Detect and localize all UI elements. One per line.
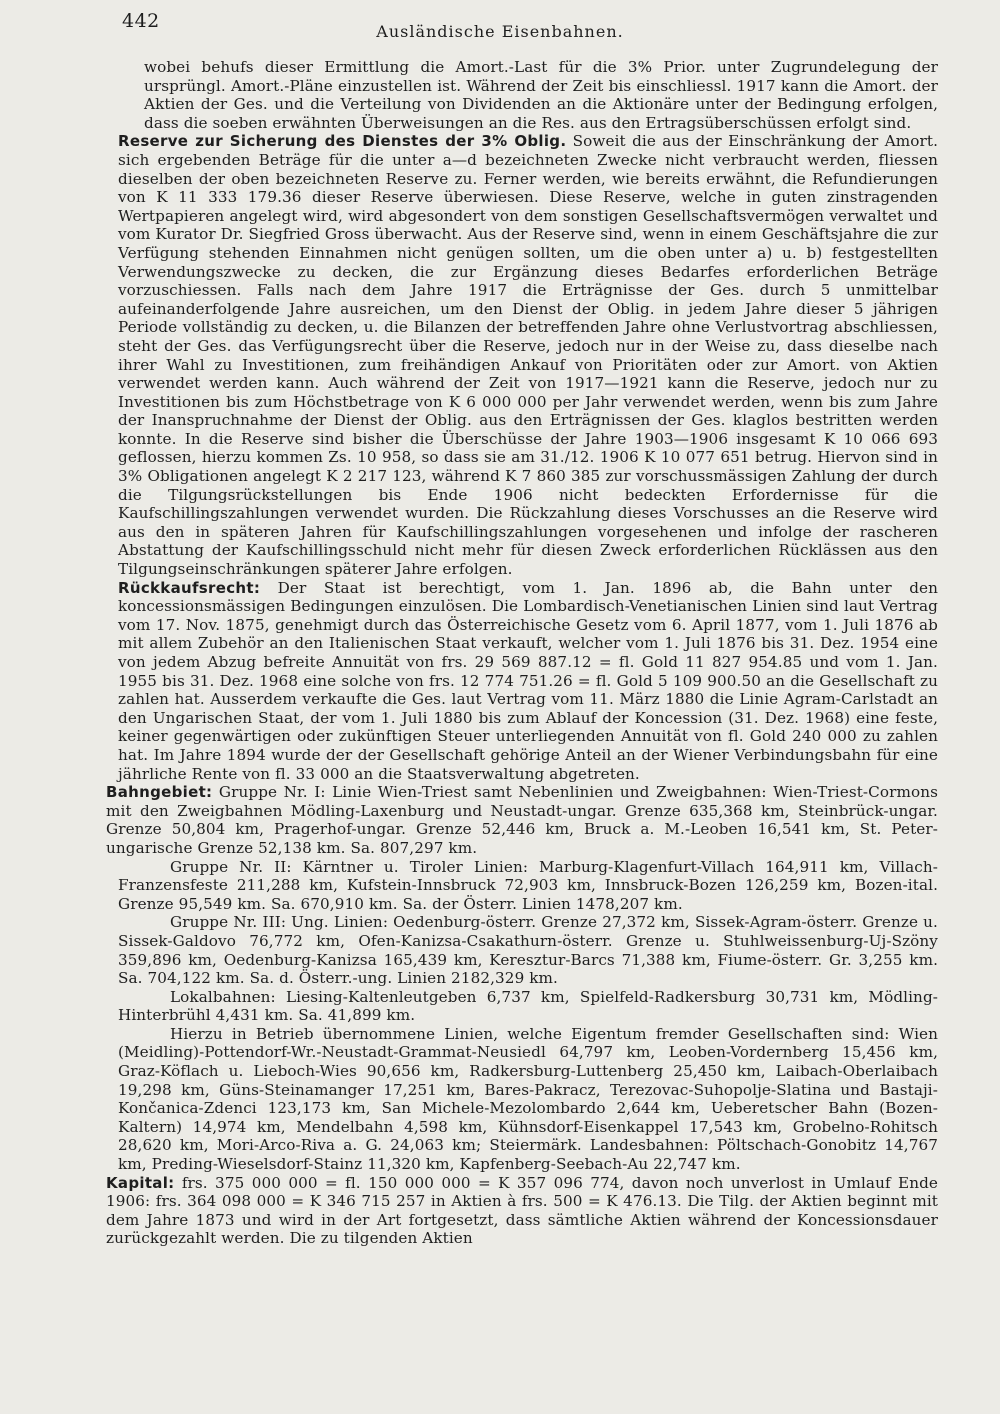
paragraph-fremde-linien: Hierzu in Betrieb übernommene Linien, welche Eigentum fremder Gesellschaften sind: Wien (Meidling)-Pottendorf-Wr.-Neustadt-Grammat-Neusiedl 64,797 km, Leoben-Vordernberg 15,456 km, Graz-Köflach u. Lieboch-Wies 90,656 km, Radkersburg-Luttenberg 25,450 km, Laibach-Oberlaibach 19,298 km, Güns-Steinamanger 17,251 km, Bares-Pakracz, Terezovac-Suhopolje-Slatina und Bastaji-Končanica-Zdenci 123,173 km, San Michele-Mezolombardo 2,644 km, Ueberetscher Bahn (Bozen-Kaltern) 14,974 km, Mendelbahn 4,598 km, Kühnsdorf-Eisenkappel 17,543 km, Grobelno-Rohitsch 28,620 km, Mori-Arco-Riva a. G. 24,063 km; Steiermärk. Landesbahnen: Pöltschach-Gonobitz 14,767 km, Preding-Wieselsdorf-Stainz 11,320 km, Kapfenberg-Seebach-Au 22,747 km.	[118, 1024, 938, 1174]
paragraph-rueckkaufsrecht: Rückkaufsrecht: Der Staat ist berechtigt, vom 1. Jan. 1896 ab, die Bahn unter den koncessionsmässigen Bedingungen einzulösen. Die Lombardisch-Venetianischen Linien sind laut Vertrag vom 17. Nov. 1875, genehmigt durch das Österreichische Gesetz vom 6. April 1877, vom 1. Juli 1876 ab mit allem Zubehör an den Italienischen Staat verkauft, welcher vom 1. Juli 1876 bis 31. Dez. 1954 eine von jedem Abzug befreite Annuität von frs. 29 569 887.12 = fl. Gold 11 827 954.85 und vom 1. Jan. 1955 bis 31. Dez. 1968 eine solche von frs. 12 774 751.26 = fl. Gold 5 109 900.50 an die Gesellschaft zu zahlen hat. Ausserdem verkaufte die Ges. laut Vertrag vom 11. März 1880 die Linie Agram-Carlstadt an den Ungarischen Staat, der vom 1. Juli 1880 bis zum Ablauf der Koncession (31. Dez. 1968) eine feste, keiner gegenwärtigen oder zukünftigen Steuer unterliegenden Annuität von fl. Gold 240 000 zu zahlen hat. Im Jahre 1894 wurde der der Gesellschaft gehörige Anteil an der Wiener Verbindungsbahn für eine jährliche Rente von fl. 33 000 an die Staatsverwaltung abgetreten.	[118, 578, 938, 783]
running-head: Ausländische Eisenbahnen.	[376, 22, 624, 41]
paragraph-gruppe-3: Gruppe Nr. III: Ung. Linien: Oedenburg-österr. Grenze 27,372 km, Sissek-Agram-österr. Grenze u. Sissek-Galdovo 76,772 km, Ofen-Kanizsa-Csakathurn-österr. Grenze u. Stuhlweissenburg-Uj-Szöny 359,896 km, Oedenburg-Kanizsa 165,439 km, Keresztur-Barcs 71,388 km, Fiume-österr. Gr. 3,255 km. Sa. 704,122 km. Sa. d. Österr.-ung. Linien 2182,329 km.	[118, 913, 938, 988]
section-heading-kapital: Kapital:	[106, 1173, 175, 1192]
paragraph-bahngebiet: Bahngebiet: Gruppe Nr. I: Linie Wien-Triest samt Nebenlinien und Zweigbahnen: Wien-Triest-Cormons mit den Zweigbahnen Mödling-Laxenburg und Neustadt-ungar. Grenze 635,368 km, Steinbrück-ungar. Grenze 50,804 km, Pragerhof-ungar. Grenze 52,446 km, Bruck a. M.-Leoben 16,541 km, St. Peter-ungarische Grenze 52,138 km. Sa. 807,297 km.	[106, 783, 938, 857]
article-body	[106, 58, 938, 1248]
section-heading-bahngebiet: Bahngebiet:	[106, 783, 213, 802]
page-number: 442	[122, 10, 160, 32]
section-heading-rueckkaufsrecht: Rückkaufsrecht:	[118, 578, 261, 597]
paragraph-reserve: Reserve zur Sicherung des Dienstes der 3% Oblig. Soweit die aus der Einschränkung der Amort. sich ergebenden Beträge für die unter a—d bezeichneten Zwecke nicht verbraucht werden, fliessen dieselben der oben bezeichneten Reserve zu. Ferner werden, wie bereits erwähnt, die Refundierungen von K 11 333 179.36 dieser Reserve überwiesen. Diese Reserve, welche in guten zinstragenden Wertpapieren angelegt wird, wird abgesondert von dem sonstigen Gesellschaftsvermögen verwaltet und vom Kurator Dr. Siegfried Gross überwacht. Aus der Reserve sind, wenn in einem Geschäftsjahre die zur Verfügung stehenden Einnahmen nicht genügen sollten, um die oben unter a) u. b) festgestellten Verwendungszwecke zu decken, die zur Ergänzung dieses Bedarfes erforderlichen Beträge vorzuschiessen. Falls nach dem Jahre 1917 die Erträgnisse der Ges. durch 5 unmittelbar aufeinanderfolgende Jahre ausreichen, um den Dienst der Oblig. in jedem Jahre dieser 5 jährigen Periode vollständig zu decken, u. die Bilanzen der betreffenden Jahre ohne Verlustvortrag abschliessen, steht der Ges. das Verfügungsrecht über die Reserve, jedoch nur in der Weise zu, dass dieselbe nach ihrer Wahl zu Investitionen, zum freihändigen Ankauf von Prioritäten oder zur Amort. von Aktien verwendet werden kann. Auch während der Zeit von 1917—1921 kann die Reserve, jedoch nur zu Investitionen bis zum Höchstbetrage von K 6 000 000 per Jahr verwendet werden, wenn bis zum Jahre der Inanspruchnahme der Dienst der Oblig. aus den Erträgnissen der Ges. klaglos bestritten werden konnte. In die Reserve sind bisher die Überschüsse der Jahre 1903—1906 insgesamt K 10 066 693 geflossen, hierzu kommen Zs. 10 958, so dass sie am 31./12. 1906 K 10 077 651 betrug. Hiervon sind in 3% Obligationen angelegt K 2 217 123, während K 7 860 385 zur vorschussmässigen Zahlung der durch die Tilgungsrückstellungen bis Ende 1906 nicht bedeckten Erfordernisse für die Kaufschillingszahlungen verwendet wurden. Die Rückzahlung dieses Vorschusses an die Reserve wird aus den in späteren Jahren für Kaufschillingszahlungen vorgesehenen und infolge der rascheren Abstattung der Kaufschillingsschuld nicht mehr für diesen Zweck erforderlichen Rücklässen aus den Tilgungseinschränkungen späterer Jahre erfolgen.	[118, 132, 938, 579]
paragraph-amortization: wobei behufs dieser Ermittlung die Amort.-Last für die 3% Prior. unter Zugrundelegung der ursprüngl. Amort.-Pläne einzustellen ist. Während der Zeit bis einschliessl. 1917 kann die Amort. der Aktien der Ges. und die Verteilung von Dividenden an die Aktionäre unter der Bedingung erfolgen, dass die soeben erwähnten Überweisungen an die Res. aus den Ertragsüberschüssen erfolgt sind.	[144, 58, 938, 132]
section-heading-reserve: Reserve zur Sicherung des Dienstes der 3% Oblig.	[118, 132, 567, 151]
paragraph-gruppe-2: Gruppe Nr. II: Kärntner u. Tiroler Linien: Marburg-Klagenfurt-Villach 164,911 km, Villach-Franzensfeste 211,288 km, Kufstein-Innsbruck 72,903 km, Innsbruck-Bozen 126,259 km, Bozen-ital. Grenze 95,549 km. Sa. 670,910 km. Sa. der Österr. Linien 1478,207 km.	[118, 857, 938, 913]
paragraph-kapital: Kapital: frs. 375 000 000 = fl. 150 000 000 = K 357 096 774, davon noch unverlost in Umlauf Ende 1906: frs. 364 098 000 = K 346 715 257 in Aktien à frs. 500 = K 476.13. Die Tilg. der Aktien beginnt mit dem Jahre 1873 und wird in der Art fortgesetzt, dass sämtliche Aktien während der Koncessionsdauer zurückgezahlt werden. Die zu tilgenden Aktien	[106, 1173, 938, 1248]
paragraph-lokalbahnen: Lokalbahnen: Liesing-Kaltenleutgeben 6,737 km, Spielfeld-Radkersburg 30,731 km, Mödling-Hinterbrühl 4,431 km. Sa. 41,899 km.	[118, 987, 938, 1025]
